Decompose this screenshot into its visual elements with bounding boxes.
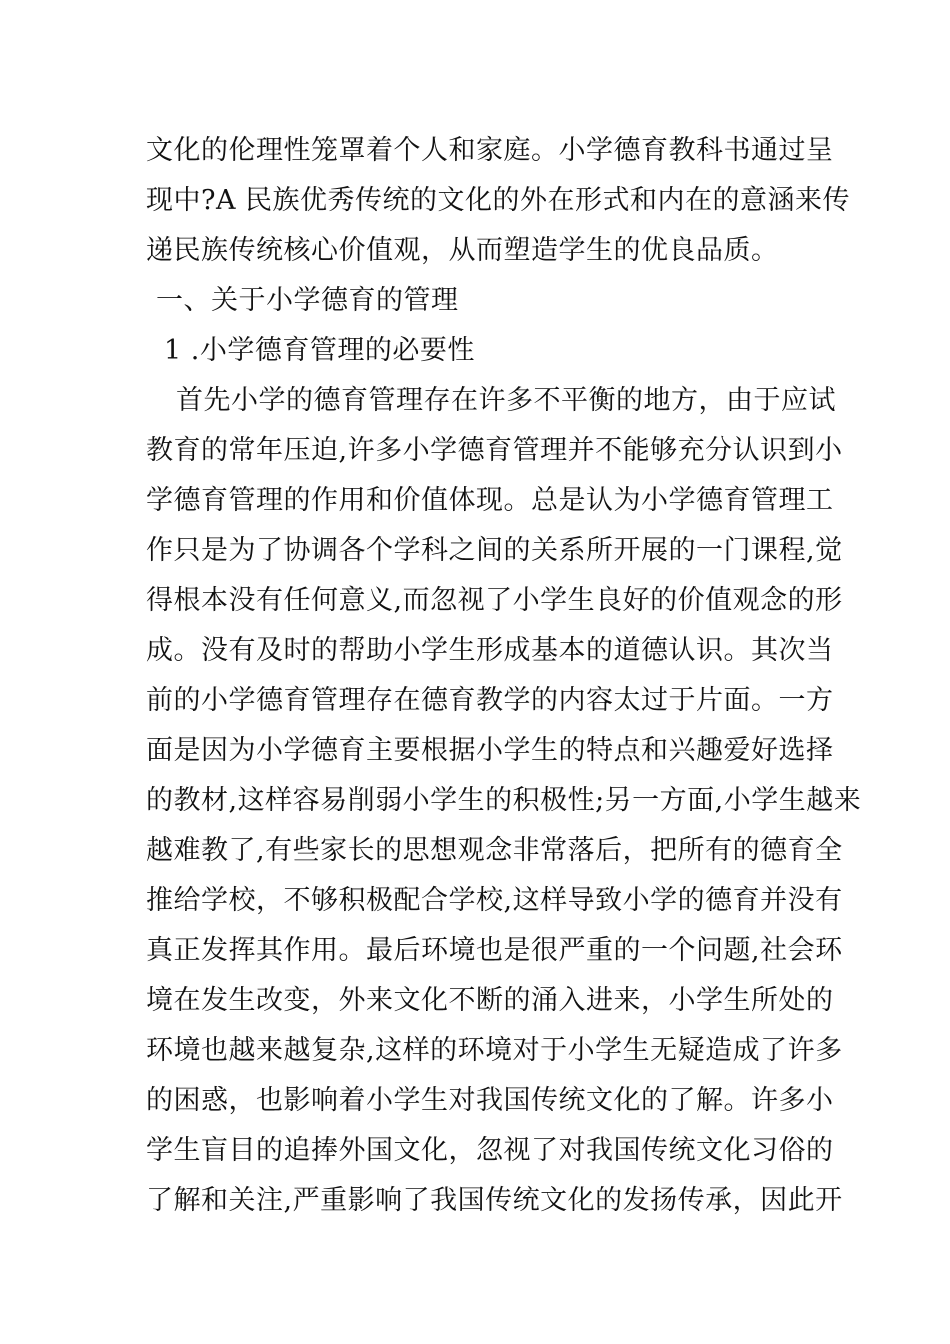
subsection-heading: 1 .小学德育管理的必要性 (164, 335, 475, 366)
paragraph-line-6: 首先小学的德育管理存在许多不平衡的地方，由于应试 (176, 385, 836, 416)
paragraph-line-16: 推给学校，不够积极配合学校,这样导致小学的德育并没有 (146, 885, 843, 916)
paragraph-line-10: 得根本没有任何意义,而忽视了小学生良好的价值观念的形 (146, 585, 843, 616)
paragraph-line-21: 学生盲目的追捧外国文化，忽视了对我国传统文化习俗的 (146, 1135, 834, 1166)
paragraph-line-13: 面是因为小学德育主要根据小学生的特点和兴趣爱好选择 (146, 735, 834, 766)
paragraph-line-1: 文化的伦理性笼罩着个人和家庭。小学德育教科书通过呈 (146, 135, 834, 166)
section-heading: 一、关于小学德育的管理 (156, 285, 459, 316)
paragraph-line-20: 的困惑，也影响着小学生对我国传统文化的了解。许多小 (146, 1085, 834, 1116)
paragraph-line-14: 的教材,这样容易削弱小学生的积极性;另一方面,小学生越来 (146, 785, 862, 816)
paragraph-line-7: 教育的常年压迫,许多小学德育管理并不能够充分认识到小 (146, 435, 843, 466)
paragraph-line-17: 真正发挥其作用。最后环境也是很严重的一个问题,社会环 (146, 935, 843, 966)
paragraph-line-19: 环境也越来越复杂,这样的环境对于小学生无疑造成了许多 (146, 1035, 843, 1066)
paragraph-line-22: 了解和关注,严重影响了我国传统文化的发扬传承，因此开 (146, 1185, 843, 1216)
paragraph-line-3: 递民族传统核心价值观，从而塑造学生的优良品质。 (146, 235, 779, 266)
paragraph-line-18: 境在发生改变，外来文化不断的涌入进来，小学生所处的 (146, 985, 834, 1016)
paragraph-line-15: 越难教了,有些家长的思想观念非常落后，把所有的德育全 (146, 835, 843, 866)
paragraph-line-9: 作只是为了协调各个学科之间的关系所开展的一门课程,觉 (146, 535, 843, 566)
paragraph-line-11: 成。没有及时的帮助小学生形成基本的道德认识。其次当 (146, 635, 834, 666)
paragraph-line-2: 现中?A 民族优秀传统的文化的外在形式和内在的意涵来传 (146, 185, 851, 216)
paragraph-line-12: 前的小学德育管理存在德育教学的内容太过于片面。一方 (146, 685, 834, 716)
paragraph-line-8: 学德育管理的作用和价值体现。总是认为小学德育管理工 (146, 485, 834, 516)
